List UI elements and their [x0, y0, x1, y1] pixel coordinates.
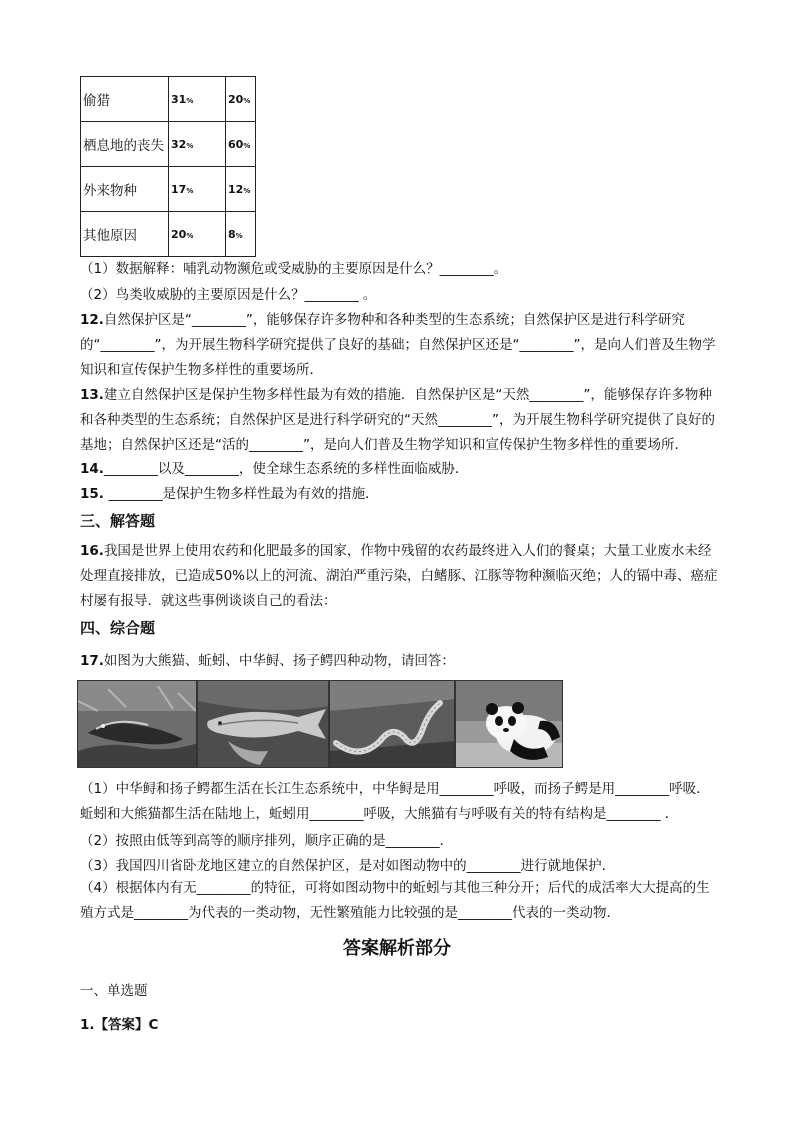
table-cell-label: 外来物种	[81, 167, 169, 212]
question-text: ________以及________，使全球生态系统的多样性面临威胁．	[103, 461, 469, 477]
table-row	[81, 212, 256, 257]
answer-section-1: 一、单选题	[80, 983, 148, 999]
section-heading-3: 三、解答题	[80, 512, 156, 530]
answer-1	[80, 1013, 158, 1033]
table-cell-mammal: 32%	[169, 122, 226, 167]
table-cell-bird: 60%	[226, 122, 256, 167]
table-cell-label: 其他原因	[81, 212, 169, 257]
question-text: 建立自然保护区是保护生物多样性最为有效的措施．自然保护区是“天然________”，能够保存许多物种和各种类型的生态系统；自然保护区是进行科学研究的“天然________”，为开展生物科学研究提供了良好的基地；自然保护区还是“活的________”，是向人们普及生物学知识和宣传保护生物多样性的重要场所．	[80, 387, 715, 453]
sturgeon-photo	[197, 680, 329, 768]
table-cell-label: 栖息地的丧失	[81, 122, 169, 167]
question-12	[80, 308, 720, 383]
table-row	[81, 122, 256, 167]
question-text: 自然保护区是“________”，能够保存许多物种和各种类型的生态系统；自然保护区是进行科学研究的“________”，为开展生物科学研究提供了良好的基础；自然保护区还是“________”，是向人们普及生物学知识和宣传保护生物多样性的重要场所．	[80, 312, 716, 378]
question-text: 如图为大熊猫、蚯蚓、中华鲟、扬子鳄四种动物，请回答：	[103, 653, 455, 669]
animal-photos	[77, 680, 563, 768]
question-14	[80, 460, 720, 478]
table-row	[81, 77, 256, 122]
table-cell-bird: 8%	[226, 212, 256, 257]
q17-sub3: （3）我国四川省卧龙地区建立的自然保护区，是对如图动物中的________进行就地保护．	[80, 858, 616, 874]
question-number: 17.	[80, 653, 104, 669]
table-cell-mammal: 20%	[169, 212, 226, 257]
answer-number: 1.	[80, 1017, 95, 1033]
threat-table	[80, 76, 256, 257]
panda-photo	[455, 680, 563, 768]
answer-label: 【答案】	[94, 1017, 149, 1033]
question-13	[80, 383, 720, 458]
earthworm-photo	[329, 680, 455, 768]
table-cell-mammal: 31%	[169, 77, 226, 122]
table-row	[81, 167, 256, 212]
question-number: 12.	[80, 312, 104, 328]
question-text: 我国是世界上使用农药和化肥最多的国家，作物中残留的农药最终进入人们的餐桌；大量工业废水未经处理直接排放，已造成50%以上的河流、湖泊严重污染，白鳍豚、江豚等物种濒临灭绝；人的镉中毒、癌症村屡有报导．就这些事例谈谈自己的看法：	[80, 543, 718, 609]
question-17	[80, 652, 720, 670]
q11-sub1: （1）数据解释：哺乳动物濒危或受威胁的主要原因是什么？________。	[80, 261, 508, 277]
crocodile-photo	[77, 680, 197, 768]
question-number: 13.	[80, 387, 104, 403]
table-cell-bird: 20%	[226, 77, 256, 122]
table-cell-label: 偷猎	[81, 77, 169, 122]
answer-title: 答案解析部分	[343, 938, 451, 959]
question-text: ________是保护生物多样性最为有效的措施．	[108, 486, 379, 502]
q17-sub4: （4）根据体内有无________的特征，可将如图动物中的蚯蚓与其他三种分开；后代的成活率大大提高的生殖方式是________为代表的一类动物，无性繁殖能力比较强的是________代表的一类动物．	[80, 880, 710, 921]
q17-sub2: （2）按照由低等到高等的顺序排列，顺序正确的是________．	[80, 833, 454, 849]
q17-sub1: （1）中华鲟和扬子鳄都生活在长江生态系统中，中华鲟是用________呼吸，而扬子鳄是用________呼吸．蚯蚓和大熊猫都生活在陆地上，蚯蚓用________呼吸，大熊猫有与呼吸有关的特有结构是________ ．	[80, 781, 710, 822]
question-number: 14.	[80, 461, 104, 477]
q11-sub2: （2）鸟类收威胁的主要原因是什么？________ 。	[80, 287, 377, 303]
question-15	[80, 485, 720, 503]
table-cell-mammal: 17%	[169, 167, 226, 212]
question-number: 15.	[80, 486, 109, 502]
table-cell-bird: 12%	[226, 167, 256, 212]
question-number: 16.	[80, 543, 104, 559]
question-16	[80, 539, 720, 614]
section-heading-4: 四、综合题	[80, 619, 156, 637]
answer-value: C	[148, 1017, 159, 1033]
